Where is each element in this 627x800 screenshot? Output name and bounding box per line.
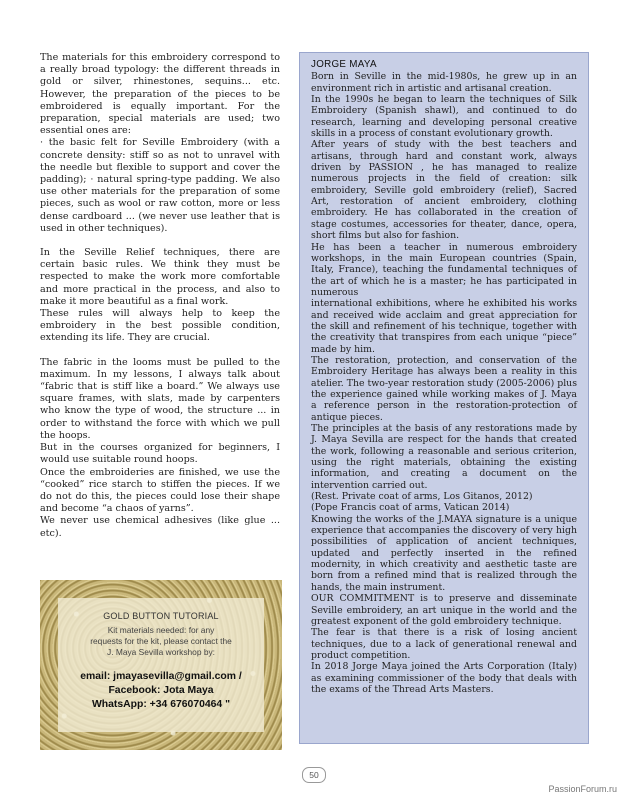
jorge-maya-bio-box bbox=[299, 52, 589, 744]
paragraph-rules-crucial: These rules will always help to keep the embroidery in the best possible condition, extending its life. They are crucial. bbox=[40, 308, 280, 344]
bio-paragraph: In the 1990s he began to learn the techniques of Silk Embroidery (Spanish shawl), and continued to do research, learning and developing personal creative skills in a process of constant evolutionary growth. bbox=[311, 94, 577, 140]
bio-citation: (Pope Francis coat of arms, Vatican 2014) bbox=[311, 502, 510, 514]
whatsapp-contact: WhatsApp: +34 676070464 " bbox=[91, 699, 231, 710]
left-text-column bbox=[40, 52, 280, 540]
bio-paragraph: Born in Seville in the mid-1980s, he grew up in an environment rich in artistic and artisanal creation. bbox=[311, 71, 577, 94]
page-number: 50 bbox=[302, 767, 326, 783]
bio-paragraph: Knowing the works of the J.MAYA signature is a unique experience that accompanies the discovery of very high possibilities of application of ancient techniques, updated and perfectly inserted in the refined modernity, in which creativity and aesthetic taste are born from a refined mind that is realized through the hands, the main instrument. bbox=[311, 513, 577, 593]
watermark: PassionForum.ru bbox=[548, 784, 617, 794]
bio-paragraph: The principles at the basis of any restorations made by J. Maya Sevilla are respect for the hands that created the work, following a reasonable and serious criterion, using the right materials, obtaining the existing information, and creating a document on the intervention carried out. bbox=[311, 423, 577, 491]
email-contact: email: jmayasevilla@gmail.com / bbox=[80, 671, 242, 682]
paragraph-no-adhesives: We never use chemical adhesives (like glue ... etc). bbox=[40, 515, 280, 539]
paragraph-rice-starch: Once the embroideries are finished, we use the “cooked” rice starch to stiffen the pieces. If we do not do this, the pieces could lose their shape and become “a chaos of yarns”. bbox=[40, 466, 280, 515]
bio-paragraph: After years of study with the best teachers and artisans, through hard and constant work, always driven by PASSION , he has managed to realize numerous projects in the field of creation: silk embroidery, Seville gold embroidery (relief), Sacred Art, restoration of ancient embroidery, clothing embroidery. He has collaborated in the creation of stage costumes, accessories for theater, dance, opera, short films but also for fashion. bbox=[311, 139, 577, 242]
facebook-contact: Facebook: Jota Maya bbox=[108, 685, 214, 696]
tutorial-info-panel bbox=[58, 598, 264, 732]
paragraph-gap bbox=[40, 345, 280, 357]
bio-paragraph: international exhibitions, where he exhibited his works and received wide acclaim and great appreciation for the skill and refinement of his technique, together with the creativity that transpires from each unique “piece” made by him. bbox=[311, 298, 577, 355]
paragraph-relief-rules: In the Seville Relief techniques, there are certain basic rules. We think they must be respected to make the work more comfortable and more practical in the process, and also to make it more beautiful as a final work. bbox=[40, 247, 280, 307]
bio-paragraph: The fear is that there is a risk of losing ancient techniques, due to a lack of generational renewal and product competition. bbox=[311, 627, 577, 661]
paragraph-round-hoops: But in the courses organized for beginners, I would use suitable round hoops. bbox=[40, 442, 280, 466]
bio-paragraph: In 2018 Jorge Maya joined the Arts Corporation (Italy) as examining commissioner of the body that deals with the exams of the Thread Arts Masters. bbox=[311, 661, 577, 695]
kit-materials-line: Kit materials needed: for any bbox=[107, 625, 215, 635]
gold-button-tutorial-box bbox=[40, 580, 282, 750]
bio-paragraph: He has been a teacher in numerous embroidery workshops, in the main European countries (Spain, Italy, France), teaching the fundamental techniques of the art of which he is a master; he has participated in numerous bbox=[311, 241, 577, 298]
workshop-line: J. Maya Sevilla workshop by: bbox=[107, 647, 215, 657]
tutorial-title: GOLD BUTTON TUTORIAL bbox=[103, 611, 219, 621]
kit-request-line: requests for the kit, please contact the bbox=[90, 636, 232, 646]
paragraph-materials: The materials for this embroidery correspond to a really broad typology: the different threads in gold or silver, rhinestones, sequins... etc. However, the preparation of the pieces to be embroidered is equally important. For the preparation, special materials are used; two essential ones are: bbox=[40, 52, 280, 137]
bio-paragraph: OUR COMMITMENT is to preserve and disseminate Seville embroidery, an art unique in the world and the greatest exponent of the gold embroidery technique. bbox=[311, 593, 577, 627]
spacer bbox=[58, 658, 264, 670]
bio-title: JORGE MAYA bbox=[311, 59, 377, 70]
paragraph-gap bbox=[40, 235, 280, 247]
paragraph-looms: The fabric in the looms must be pulled to the maximum. In my lessons, I always talk about “fabric that is stiff like a board.” We always use square frames, with slats, made by carpenters who know the type of wood, the structure ... in order to withstand the force with which we pull the hoops. bbox=[40, 356, 280, 441]
bio-paragraph: The restoration, protection, and conservation of the Embroidery Heritage has always been a reality in this atelier. The two-year restoration study (2005-2006) plus the experience gained while working makes of J. Maya a reference person in the restoration-protection of antique pieces. bbox=[311, 354, 577, 423]
bio-citation: (Rest. Private coat of arms, Los Gitanos, 2012) bbox=[311, 491, 533, 503]
paragraph-felt-padding: · the basic felt for Seville Embroidery (with a concrete density: stiff so as not to unravel with the needle but flexible to support and cover the padding); · natural spring-type padding. We also use other materials for the preparation of some pieces, such as wool or raw cotton, more or less dense cardboard ... (we never use leather that is used in other techniques). bbox=[40, 137, 280, 234]
